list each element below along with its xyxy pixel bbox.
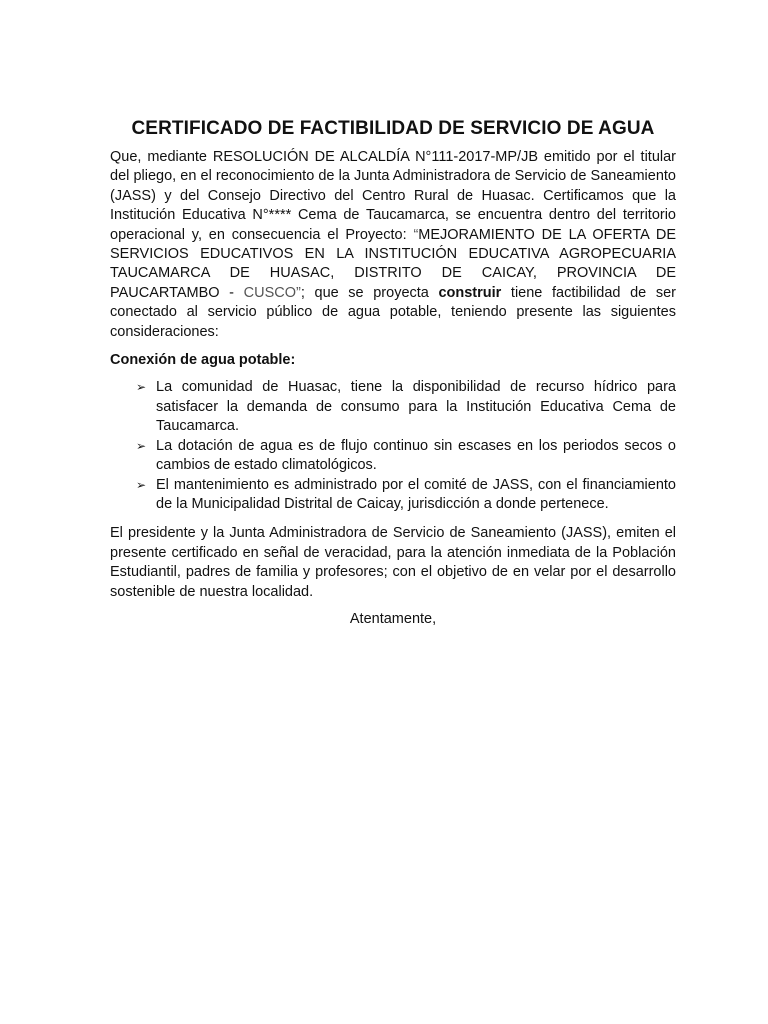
intro-paragraph: [110, 148, 676, 342]
project-open-quote: “: [413, 226, 419, 243]
arrowhead-right-icon: ➢: [136, 477, 147, 492]
list-item: [110, 437, 676, 476]
signoff-text: Atentamente,: [349, 610, 437, 627]
project-name: MEJORAMIENTO DE LA OFERTA DE SERVICIOS EDUCATIVOS EN LA INSTITUCIÓN EDUCATIVA AGROPECUARIA TAUCAMARCA DE HUASAC, DISTRITO DE CAICAY, PROVINCIA DE PAUCARTAMBO -: [110, 226, 676, 301]
document-body: [110, 118, 676, 629]
list-item-text: La dotación de agua es de flujo continuo sin escases en los periodos secos o cambios de estado climatológicos.: [156, 437, 676, 474]
list-item-text: El mantenimiento es administrado por el comité de JASS, con el financiamiento de la Municipalidad Distrital de Caicay, jurisdicción a donde pertenece.: [156, 476, 676, 512]
arrowhead-right-icon: ➢: [136, 438, 147, 453]
project-close-quote: ”: [296, 284, 301, 301]
closing-paragraph: El presidente y la Junta Administradora de Servicio de Saneamiento (JASS), emiten el presente certificado en señal de veracidad, para la atención inmediata de la Población Estudiantil, padres de familia y profesores; con el objetivo de en velar por el desarrollo sostenible de nuestra localidad.: [110, 525, 676, 600]
project-region: CUSCO: [243, 284, 297, 301]
intro-text-part3: tiene factibilidad de ser conectado al servicio público de agua potable, teniendo presente las siguientes consideraciones:: [110, 284, 676, 340]
intro-text-part1: Que, mediante RESOLUCIÓN DE ALCALDÍA N°111-2017-MP/JB emitido por el titular del pliego, en el reconocimiento de la Junta Administradora de Servicio de Saneamiento (JASS) y del Consejo Directivo del Centro Rural de Huasac. Certificamos que la Institución Educativa N°**** Cema de Taucamarca, se encuentra dentro del territorio operacional y, en consecuencia el Proyecto:: [110, 149, 676, 243]
arrowhead-right-icon: ➢: [136, 380, 147, 395]
section-heading-conexion: Conexión de agua potable:: [110, 352, 296, 369]
list-item: [110, 378, 676, 436]
document-title: CERTIFICADO DE FACTIBILIDAD DE SERVICIO DE AGUA: [131, 118, 655, 139]
list-item: [110, 476, 676, 515]
emphasis-construir: construir: [438, 284, 502, 301]
list-item-text: La comunidad de Huasac, tiene la disponibilidad de recurso hídrico para satisfacer la demanda de consumo para la Institución Educativa Cema de Taucamarca.: [156, 379, 676, 435]
considerations-list: [110, 378, 676, 514]
intro-text-part2: ; que se proyecta: [300, 284, 439, 301]
